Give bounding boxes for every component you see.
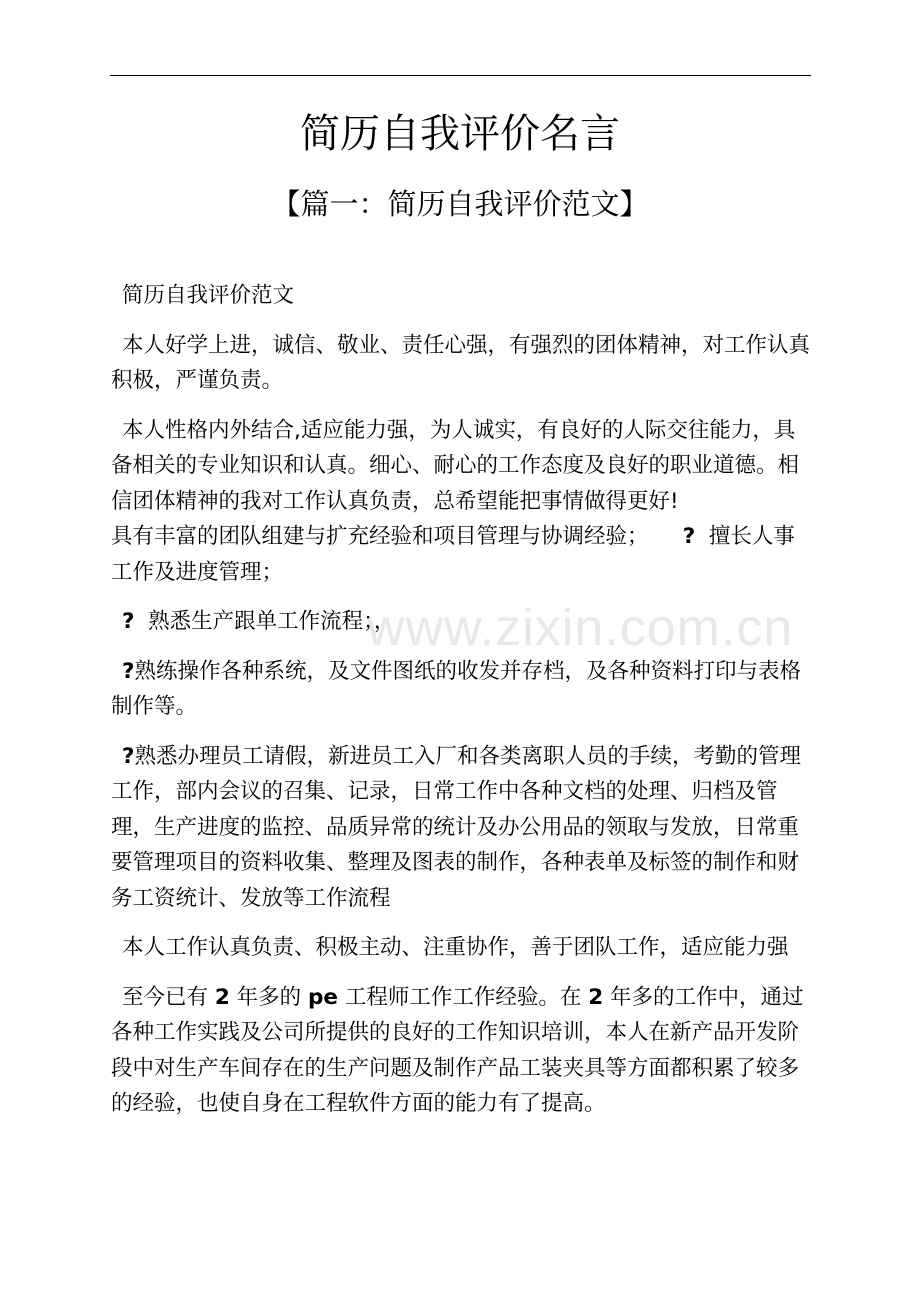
paragraph-pe-experience: 至今已有 2 年多的 pe 工程师工作工作经验。在 2 年多的工作中，通过各种工作实践及公司所提供的良好的工作知识培训，本人在新产品开发阶段中对生产车间存在的生产问题及制作产品工装夹具等方面都积累了较多的经验，也使自身在工程软件方面的能力有了提高。: [111, 984, 804, 1116]
document-body: [111, 278, 815, 1136]
paragraph-experience: 具有丰富的团队组建与扩充经验和项目管理与协调经验； ? 擅长人事工作及进度管理；: [111, 524, 795, 585]
paragraph-intro-heading: 简历自我评价范文: [122, 283, 295, 308]
bullet-marker: ?: [122, 743, 135, 769]
document-title: 简历自我评价名言: [300, 111, 620, 157]
bullet-marker: ?: [122, 658, 135, 684]
paragraph-work-attitude: 本人工作认真负责、积极主动、注重协作，善于团队工作，适应能力强: [122, 935, 789, 960]
paragraph-bullet-systems: ?熟练操作各种系统，及文件图纸的收发并存档，及各种资料打印与表格制作等。: [111, 658, 801, 719]
bullet-marker: ?: [682, 524, 696, 549]
header-rule: [110, 75, 811, 76]
section-heading: 【篇一：简历自我评价范文】: [271, 187, 649, 221]
paragraph-personality: 本人性格内外结合,适应能力强，为人诚实，有良好的人际交往能力，具备相关的专业知识和认真。细心、耐心的工作态度及良好的职业道德。相信团体精神的我对工作认真负责，总希望能把事情做得更好!: [111, 417, 800, 514]
watermark-text: www.zixin.com.cn: [367, 599, 794, 657]
paragraph-bullet-workflow: ? 熟悉生产跟单工作流程；，: [122, 609, 396, 634]
bullet-marker: ?: [122, 609, 135, 634]
paragraph-summary: 本人好学上进，诚信、敬业、责任心强，有强烈的团体精神，对工作认真积极，严谨负责。: [111, 332, 811, 393]
paragraph-bullet-admin: ?熟悉办理员工请假，新进员工入厂和各类离职人员的手续，考勤的管理工作，部内会议的召集、记录，日常工作中各种文档的处理、归档及管理，生产进度的监控、品质异常的统计及办公用品的领取与发放，日常重要管理项目的资料收集、整理及图表的制作，各种表单及标签的制作和财务工资统计、发放等工作流程: [111, 743, 801, 911]
